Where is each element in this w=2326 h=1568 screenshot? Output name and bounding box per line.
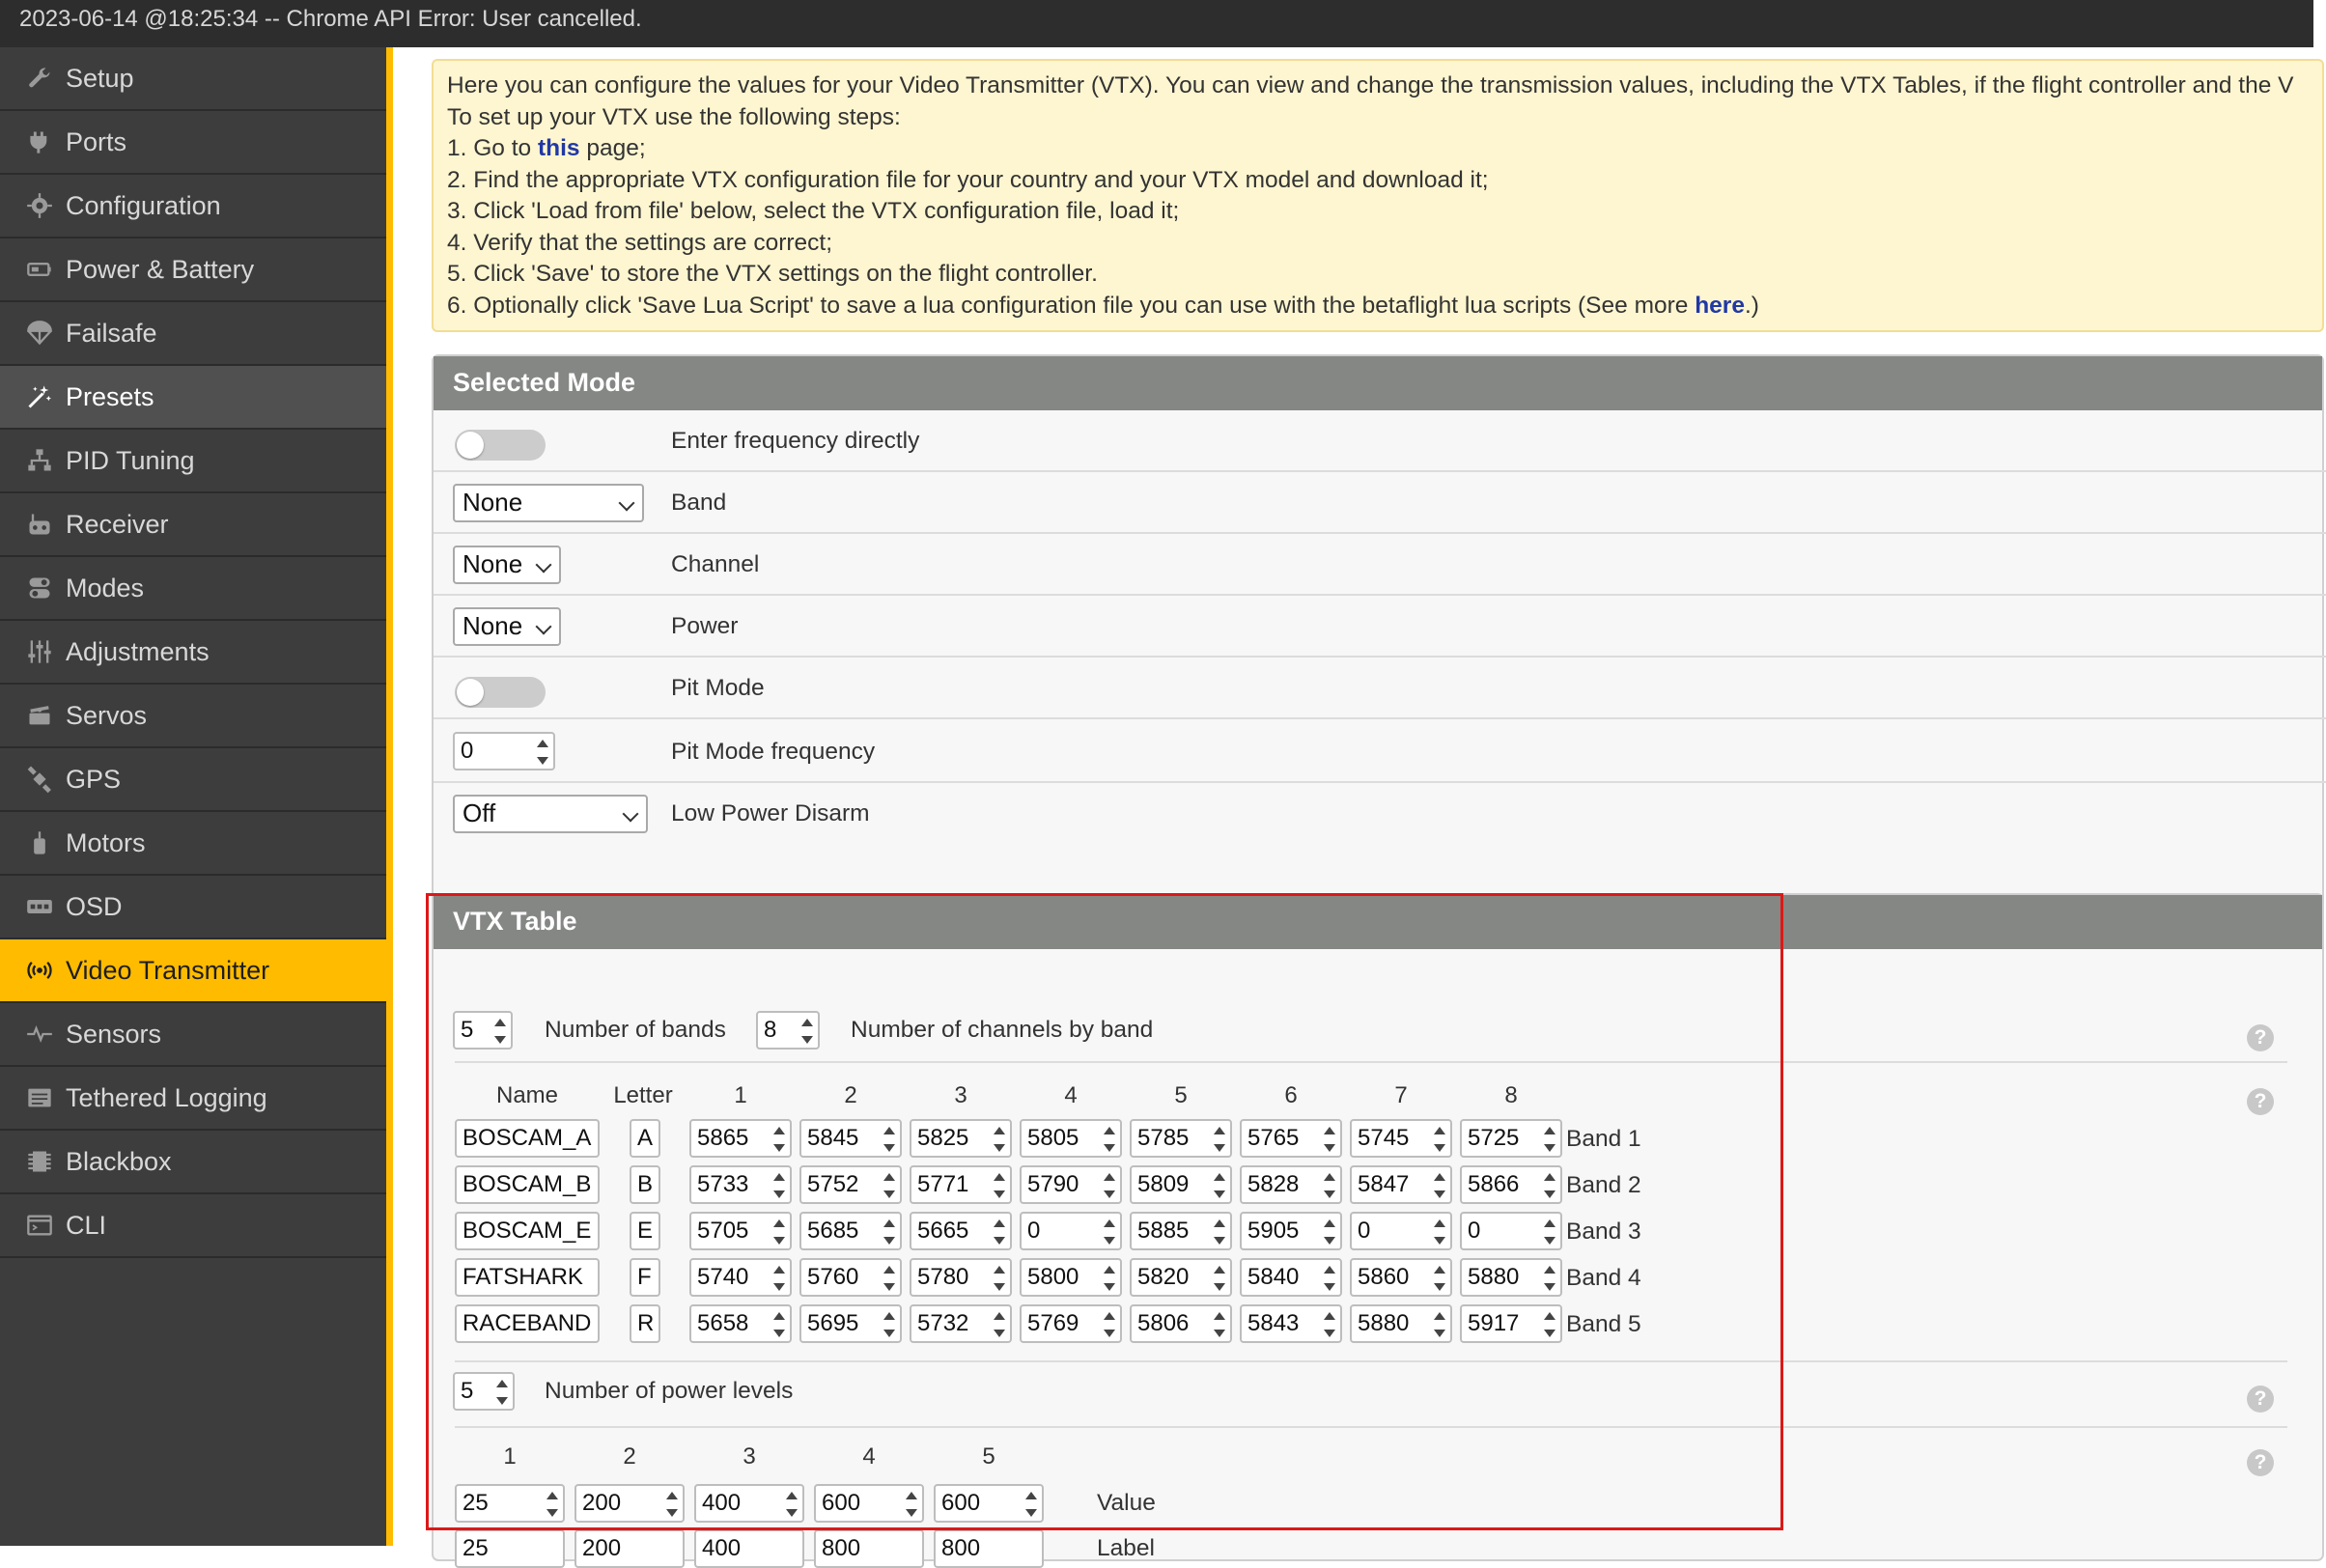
info-step-3: 3. Click 'Load from file' below, select the VTX configuration file, load it;: [447, 198, 1180, 224]
band-frequency-input[interactable]: 5880: [1460, 1258, 1562, 1297]
power-select[interactable]: [453, 607, 561, 646]
spinner-arrows-icon[interactable]: [991, 1124, 1008, 1155]
spinner-arrows-icon[interactable]: [903, 1489, 920, 1520]
motor-icon: [25, 828, 54, 857]
info-intro: Here you can configure the values for your Video Transmitter (VTX). You can view and change the transmission values, including the VTX Tables, if the flight controller and the V: [447, 72, 2294, 98]
power-label-input[interactable]: 25: [455, 1529, 565, 1568]
band-frequency-input[interactable]: 5847: [1350, 1165, 1452, 1204]
info-note: [432, 59, 2324, 332]
spinner-arrows-icon[interactable]: [771, 1124, 788, 1155]
sidebar-item-adjustments[interactable]: [0, 621, 386, 685]
power-value-input[interactable]: 200: [574, 1484, 685, 1523]
spinner-arrows-icon[interactable]: [771, 1309, 788, 1340]
sidebar-item-setup[interactable]: [0, 47, 386, 111]
band-letter-input[interactable]: A: [630, 1119, 660, 1158]
blackbox-icon: [25, 1147, 54, 1176]
sidebar-item-servos[interactable]: [0, 685, 386, 748]
band-row-label: Band 4: [1566, 1265, 1641, 1291]
sidebar-item-configuration[interactable]: [0, 175, 386, 238]
column-header-name: Name: [495, 1082, 559, 1108]
number-of-bands-input[interactable]: 5: [453, 1011, 513, 1050]
band-name-input[interactable]: RACEBAND: [455, 1304, 600, 1343]
sidebar-item-label: Power & Battery: [66, 254, 255, 284]
terminal-icon: [25, 1211, 54, 1240]
wrench-icon: [25, 64, 54, 93]
power-label-input[interactable]: 800: [814, 1529, 924, 1568]
info-step-5: 5. Click 'Save' to store the VTX settings on the flight controller.: [447, 261, 1098, 287]
channel-header-8: 8: [1504, 1082, 1518, 1108]
sidebar-item-motors[interactable]: [0, 812, 386, 876]
pit-mode-toggle[interactable]: [455, 677, 546, 708]
help-icon[interactable]: ?: [2247, 1088, 2274, 1115]
channel-header-5: 5: [1174, 1082, 1188, 1108]
low-power-disarm-row: [434, 783, 2326, 845]
band-frequency-input[interactable]: 5732: [910, 1304, 1012, 1343]
channel-header-7: 7: [1394, 1082, 1408, 1108]
band-name-input[interactable]: FATSHARK: [455, 1258, 600, 1297]
spinner-arrows-icon[interactable]: [783, 1489, 800, 1520]
band-frequency-input[interactable]: 5760: [799, 1258, 902, 1297]
servo-icon: [25, 701, 54, 730]
toggle-knob: [457, 679, 484, 706]
power-label-row-label: Label: [1097, 1535, 1155, 1561]
divider: [455, 1061, 2287, 1063]
sidebar-item-label: Adjustments: [66, 636, 210, 666]
info-step-6: 6. Optionally click 'Save Lua Script' to save a lua configuration file you can use with the betaflight lua scripts (See more here.): [447, 292, 1759, 319]
selected-mode-title: Selected Mode: [434, 356, 2322, 410]
status-bar: 2023-06-14 @18:25:34 -- Chrome API Error: User cancelled.: [0, 0, 2313, 47]
band-name-input[interactable]: BOSCAM_E: [455, 1212, 600, 1250]
channel-row: [434, 534, 2326, 596]
power-value-input[interactable]: 400: [694, 1484, 804, 1523]
low-power-disarm-value: Off: [462, 798, 496, 827]
sidebar-item-label: Setup: [66, 63, 134, 93]
spinner-arrows-icon[interactable]: [1211, 1309, 1228, 1340]
power-level-header-3: 3: [743, 1443, 756, 1470]
spinner-arrows-icon[interactable]: [1431, 1217, 1448, 1247]
channel-select-value: None: [462, 549, 523, 578]
enter-frequency-toggle[interactable]: [455, 430, 546, 461]
band-frequency-input[interactable]: 5866: [1460, 1165, 1562, 1204]
spinner-arrows-icon[interactable]: [771, 1217, 788, 1247]
chevron-down-icon: [619, 495, 635, 512]
sidebar-item-label: Failsafe: [66, 318, 157, 348]
band-letter-input[interactable]: F: [630, 1258, 660, 1297]
spinner-arrows-icon[interactable]: [1431, 1124, 1448, 1155]
power-select-value: None: [462, 611, 523, 640]
parachute-icon: [25, 319, 54, 348]
log-icon: [25, 1083, 54, 1112]
help-icon[interactable]: ?: [2247, 1449, 2274, 1476]
spinner-arrows-icon[interactable]: [1101, 1170, 1118, 1201]
channel-header-2: 2: [844, 1082, 857, 1108]
spinner-arrows-icon[interactable]: [881, 1124, 898, 1155]
sidebar-item-label: Modes: [66, 573, 145, 602]
band-frequency-input[interactable]: 5771: [910, 1165, 1012, 1204]
spinner-arrows-icon[interactable]: [771, 1170, 788, 1201]
band-frequency-input[interactable]: 5820: [1130, 1258, 1232, 1297]
gear-icon: [25, 191, 54, 220]
broadcast-icon: [25, 956, 54, 985]
channel-header-6: 6: [1284, 1082, 1298, 1108]
sidebar-item-label: Tethered Logging: [66, 1082, 267, 1112]
pit-mode-frequency-input[interactable]: 0: [453, 732, 555, 770]
power-row: [434, 596, 2326, 658]
band-frequency-input[interactable]: 5800: [1020, 1258, 1122, 1297]
band-frequency-input[interactable]: 5665: [910, 1212, 1012, 1250]
power-level-header-5: 5: [982, 1443, 995, 1470]
power-label-input[interactable]: 400: [694, 1529, 804, 1568]
spinner-arrows-icon[interactable]: [991, 1170, 1008, 1201]
band-row-label: Band 1: [1566, 1126, 1641, 1152]
number-of-power-levels-label: Number of power levels: [545, 1378, 794, 1404]
band-frequency-input[interactable]: 5845: [799, 1119, 902, 1158]
band-name-input[interactable]: BOSCAM_A: [455, 1119, 600, 1158]
enter-frequency-row: [434, 410, 2326, 472]
spinner-arrows-icon[interactable]: [991, 1309, 1008, 1340]
sidebar-item-presets[interactable]: [0, 366, 386, 430]
spinner-arrows-icon[interactable]: [1101, 1217, 1118, 1247]
spinner-arrows-icon[interactable]: [1541, 1170, 1558, 1201]
band-label: Band: [671, 490, 727, 516]
satellite-icon: [25, 765, 54, 794]
band-frequency-input[interactable]: 5752: [799, 1165, 902, 1204]
band-frequency-input[interactable]: 5785: [1130, 1119, 1232, 1158]
sidebar-item-label: OSD: [66, 891, 123, 921]
column-header-letter: Letter: [613, 1082, 673, 1108]
power-value-input[interactable]: 600: [814, 1484, 924, 1523]
band-frequency-input[interactable]: 5740: [689, 1258, 792, 1297]
info-step-4: 4. Verify that the settings are correct;: [447, 229, 832, 256]
spinner-arrows-icon[interactable]: [1101, 1309, 1118, 1340]
power-label: Power: [671, 613, 739, 639]
sidebar-item-label: GPS: [66, 764, 122, 794]
info-step-1: 1. Go to this page;: [447, 135, 646, 161]
sidebar-item-cli[interactable]: [0, 1194, 386, 1258]
chevron-down-icon: [623, 806, 639, 823]
band-select[interactable]: [453, 484, 644, 522]
sidebar-item-label: Servos: [66, 700, 148, 730]
sidebar-item-label: CLI: [66, 1210, 107, 1240]
spinner-arrows-icon[interactable]: [1321, 1217, 1338, 1247]
sidebar-item-label: Configuration: [66, 190, 221, 220]
band-letter-input[interactable]: B: [630, 1165, 660, 1204]
spinner-arrows-icon[interactable]: [1541, 1217, 1558, 1247]
band-frequency-input[interactable]: 5880: [1350, 1304, 1452, 1343]
low-power-disarm-select[interactable]: [453, 795, 648, 833]
band-frequency-input[interactable]: 5806: [1130, 1304, 1232, 1343]
magic-wand-icon: [25, 382, 54, 411]
sidebar-item-gps[interactable]: [0, 748, 386, 812]
power-value-input[interactable]: 25: [455, 1484, 565, 1523]
here-link[interactable]: here: [1695, 292, 1745, 319]
toggle-icon: [25, 574, 54, 602]
toggle-knob: [457, 432, 484, 459]
power-level-header-2: 2: [623, 1443, 636, 1470]
vtx-table-panel: [432, 893, 2324, 1561]
sidebar-item-video-transmitter[interactable]: [0, 939, 386, 1003]
plug-icon: [25, 127, 54, 156]
band-row-label: Band 2: [1566, 1172, 1641, 1198]
spinner-arrows-icon[interactable]: [1101, 1124, 1118, 1155]
band-select-value: None: [462, 488, 523, 517]
band-frequency-input[interactable]: 5840: [1240, 1258, 1342, 1297]
band-frequency-input[interactable]: 5809: [1130, 1165, 1232, 1204]
spinner-arrows-icon[interactable]: [1541, 1309, 1558, 1340]
power-label-input[interactable]: 800: [934, 1529, 1044, 1568]
sidebar-item-tethered-logging[interactable]: [0, 1067, 386, 1131]
number-of-channels-label: Number of channels by band: [851, 1017, 1154, 1043]
spinner-arrows-icon[interactable]: [491, 1016, 509, 1047]
band-frequency-input[interactable]: 5828: [1240, 1165, 1342, 1204]
band-frequency-input[interactable]: 5860: [1350, 1258, 1452, 1297]
band-name-input[interactable]: BOSCAM_B: [455, 1165, 600, 1204]
sidebar-item-label: PID Tuning: [66, 445, 195, 475]
spinner-arrows-icon[interactable]: [544, 1489, 561, 1520]
power-value-row-label: Value: [1097, 1490, 1156, 1516]
spinner-arrows-icon[interactable]: [1211, 1217, 1228, 1247]
sidebar-item-ports[interactable]: [0, 111, 386, 175]
channel-header-3: 3: [954, 1082, 967, 1108]
sidebar-item-label: Presets: [66, 381, 154, 411]
sidebar-item-sensors[interactable]: [0, 1003, 386, 1067]
chevron-down-icon: [536, 619, 552, 635]
spinner-arrows-icon[interactable]: [1431, 1309, 1448, 1340]
enter-frequency-label: Enter frequency directly: [671, 428, 920, 454]
band-frequency-input[interactable]: 5745: [1350, 1119, 1452, 1158]
band-frequency-input[interactable]: 5805: [1020, 1119, 1122, 1158]
adjust-icon: [25, 637, 54, 666]
pit-mode-label: Pit Mode: [671, 675, 765, 701]
spinner-arrows-icon[interactable]: [881, 1217, 898, 1247]
spinner-arrows-icon[interactable]: [771, 1263, 788, 1294]
band-frequency-input[interactable]: 0: [1460, 1212, 1562, 1250]
band-row-label: Band 5: [1566, 1311, 1641, 1337]
selected-mode-panel: [432, 354, 2324, 924]
band-frequency-input[interactable]: 5695: [799, 1304, 902, 1343]
spinner-arrows-icon[interactable]: [1321, 1309, 1338, 1340]
spinner-arrows-icon[interactable]: [1541, 1263, 1558, 1294]
sliders-tree-icon: [25, 446, 54, 475]
power-value-input[interactable]: 600: [934, 1484, 1044, 1523]
sidebar-item-label: Motors: [66, 827, 146, 857]
info-step-2: 2. Find the appropriate VTX configuration file for your country and your VTX model and download it;: [447, 166, 1489, 193]
spinner-arrows-icon[interactable]: [1211, 1124, 1228, 1155]
sidebar-item-blackbox[interactable]: [0, 1131, 386, 1194]
spinner-arrows-icon[interactable]: [1431, 1170, 1448, 1201]
number-of-channels-input[interactable]: 8: [756, 1011, 820, 1050]
spinner-arrows-icon[interactable]: [881, 1263, 898, 1294]
sidebar-item-receiver[interactable]: [0, 493, 386, 557]
active-tab-accent-bar: [386, 47, 393, 1546]
remote-icon: [25, 510, 54, 539]
band-frequency-input[interactable]: 5905: [1240, 1212, 1342, 1250]
sidebar-item-label: Sensors: [66, 1019, 162, 1049]
band-frequency-input[interactable]: 0: [1350, 1212, 1452, 1250]
spinner-arrows-icon[interactable]: [881, 1309, 898, 1340]
sidebar-item-label: Blackbox: [66, 1146, 172, 1176]
band-frequency-input[interactable]: 5769: [1020, 1304, 1122, 1343]
osd-icon: [25, 892, 54, 921]
band-frequency-input[interactable]: 5733: [689, 1165, 792, 1204]
spinner-arrows-icon[interactable]: [1211, 1263, 1228, 1294]
band-frequency-input[interactable]: 0: [1020, 1212, 1122, 1250]
low-power-disarm-label: Low Power Disarm: [671, 800, 870, 826]
power-label-input[interactable]: 200: [574, 1529, 685, 1568]
band-row: [434, 472, 2326, 534]
spinner-arrows-icon[interactable]: [1101, 1263, 1118, 1294]
number-of-bands-label: Number of bands: [545, 1017, 726, 1043]
sidebar-item-label: Ports: [66, 126, 127, 156]
sidebar-item-power-battery[interactable]: [0, 238, 386, 302]
band-frequency-input[interactable]: 5917: [1460, 1304, 1562, 1343]
pit-mode-frequency-row: [434, 719, 2326, 783]
channel-select[interactable]: [453, 546, 561, 584]
pit-mode-frequency-label: Pit Mode frequency: [671, 739, 876, 765]
band-frequency-input[interactable]: 5825: [910, 1119, 1012, 1158]
spinner-arrows-icon[interactable]: [881, 1170, 898, 1201]
band-frequency-input[interactable]: 5765: [1240, 1119, 1342, 1158]
number-of-power-levels-input[interactable]: 5: [453, 1372, 515, 1411]
channel-header-4: 4: [1064, 1082, 1078, 1108]
chevron-down-icon: [536, 557, 552, 574]
band-row-label: Band 3: [1566, 1218, 1641, 1245]
band-frequency-input[interactable]: 5865: [689, 1119, 792, 1158]
spinner-arrows-icon[interactable]: [991, 1263, 1008, 1294]
battery-icon: [25, 255, 54, 284]
band-frequency-input[interactable]: 5685: [799, 1212, 902, 1250]
band-frequency-input[interactable]: 5885: [1130, 1212, 1232, 1250]
band-letter-input[interactable]: R: [630, 1304, 660, 1343]
spinner-arrows-icon[interactable]: [1211, 1170, 1228, 1201]
info-steps-heading: To set up your VTX use the following steps:: [447, 103, 901, 130]
power-level-header-1: 1: [503, 1443, 517, 1470]
band-frequency-input[interactable]: 5658: [689, 1304, 792, 1343]
channel-header-1: 1: [734, 1082, 747, 1108]
spinner-arrows-icon[interactable]: [534, 737, 551, 768]
power-level-header-4: 4: [862, 1443, 876, 1470]
this-page-link[interactable]: this: [537, 135, 580, 161]
spinner-arrows-icon[interactable]: [663, 1489, 681, 1520]
band-frequency-input[interactable]: 5725: [1460, 1119, 1562, 1158]
spinner-arrows-icon[interactable]: [1321, 1170, 1338, 1201]
spinner-arrows-icon[interactable]: [1541, 1124, 1558, 1155]
divider: [455, 1360, 2287, 1362]
spinner-arrows-icon[interactable]: [493, 1377, 511, 1408]
spinner-arrows-icon[interactable]: [799, 1016, 816, 1047]
sidebar-item-failsafe[interactable]: [0, 302, 386, 366]
divider: [455, 1426, 2287, 1428]
help-icon[interactable]: ?: [2247, 1386, 2274, 1413]
band-frequency-input[interactable]: 5790: [1020, 1165, 1122, 1204]
band-frequency-input[interactable]: 5705: [689, 1212, 792, 1250]
spinner-arrows-icon[interactable]: [1321, 1124, 1338, 1155]
vtx-table-title: VTX Table: [434, 895, 2322, 949]
sidebar-item-modes[interactable]: [0, 557, 386, 621]
channel-label: Channel: [671, 551, 760, 577]
help-icon[interactable]: ?: [2247, 1024, 2274, 1051]
spinner-arrows-icon[interactable]: [991, 1217, 1008, 1247]
band-frequency-input[interactable]: 5843: [1240, 1304, 1342, 1343]
spinner-arrows-icon[interactable]: [1321, 1263, 1338, 1294]
band-letter-input[interactable]: E: [630, 1212, 660, 1250]
sidebar-item-osd[interactable]: [0, 876, 386, 939]
main-content: [393, 47, 2313, 1561]
pit-mode-row: [434, 658, 2326, 719]
band-frequency-input[interactable]: 5780: [910, 1258, 1012, 1297]
spinner-arrows-icon[interactable]: [1431, 1263, 1448, 1294]
pulse-icon: [25, 1020, 54, 1049]
sidebar-item-pid-tuning[interactable]: [0, 430, 386, 493]
sidebar-item-label: Receiver: [66, 509, 169, 539]
spinner-arrows-icon[interactable]: [1023, 1489, 1040, 1520]
sidebar-item-label: Video Transmitter: [66, 955, 270, 985]
sidebar: [0, 47, 386, 1546]
